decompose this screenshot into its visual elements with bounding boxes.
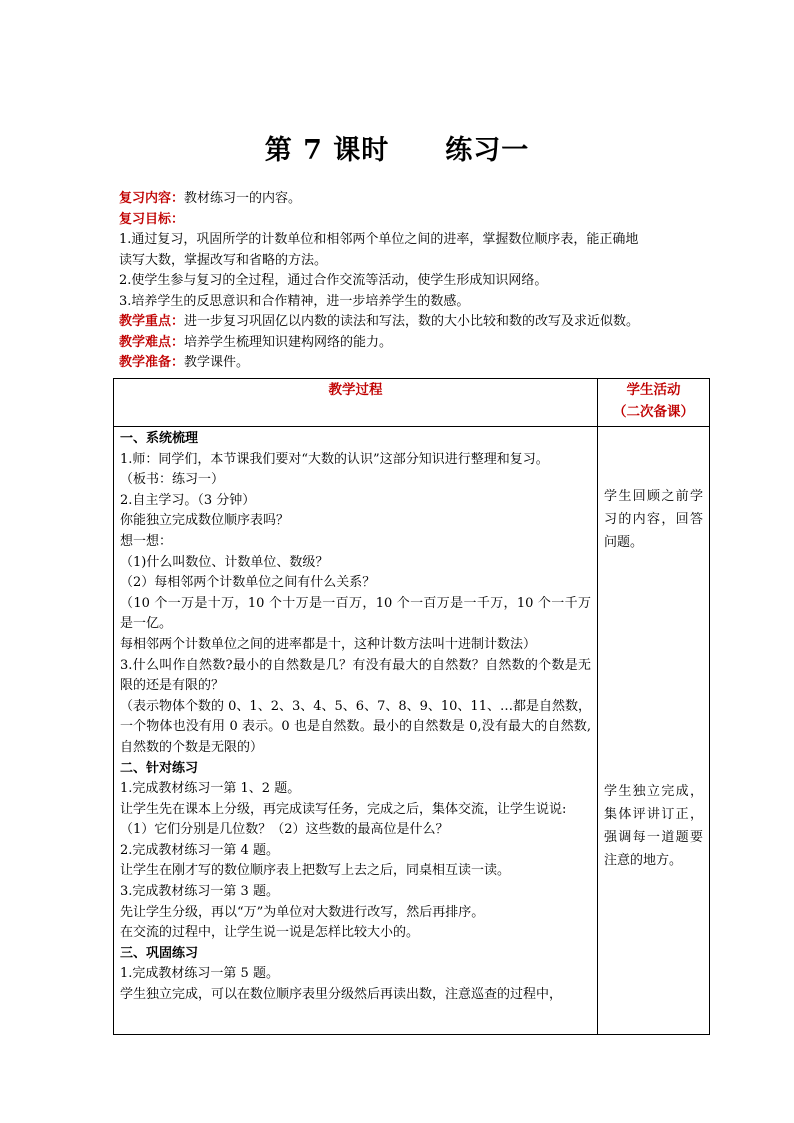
difficulty-text: 培养学生梳理知识建构网络的能力。 — [184, 334, 393, 350]
student-activity-cell — [598, 427, 710, 1035]
goal-line: 2.使学生参与复习的全过程，通过合作交流等活动，使学生形成知识网络。 — [119, 273, 548, 288]
review-goals-line — [119, 210, 689, 231]
review-goals-label: 复习目标： — [119, 211, 185, 227]
table-header-row — [114, 379, 710, 427]
process-paragraph: 你能独立完成数位顺序表吗？ — [120, 513, 290, 529]
process-paragraph: 学生独立完成，可以在数位顺序表里分级然后再读出数，注意巡查的过程中， — [120, 987, 563, 1003]
table-body-row — [114, 427, 710, 1035]
header-student-activity-title: 学生活动 — [626, 382, 681, 398]
key-point-text: 进一步复习巩固亿以内数的读法和写法，数的大小比较和数的改写及求近似数。 — [184, 314, 640, 329]
process-paragraph: 让学生在刚才写的数位顺序表上把数写上去之后，同桌相互读一读。 — [120, 863, 511, 879]
section-heading: 二、针对练习 — [120, 760, 199, 776]
process-paragraph: 先让学生分级，再以“万”为单位对大数进行改写，然后再排序。 — [120, 904, 485, 920]
preparation-text: 教学课件。 — [184, 355, 250, 370]
header-teaching-process: 教学过程 — [114, 379, 598, 427]
process-paragraph: 让学生先在课本上分级，再完成读写任务，完成之后，集体交流，让学生说说: — [120, 801, 567, 817]
process-paragraph: 3.完成教材练习一第 3 题。 — [120, 884, 279, 900]
difficulty-label: 教学难点： — [119, 334, 185, 350]
process-paragraph: （1)什么叫数位、计数单位、数级？ — [120, 554, 329, 570]
process-paragraph: 1.师：同学们，本节课我们要对“大数的认识”这部分知识进行整理和复习。 — [120, 451, 549, 467]
section-heading: 一、系统梳理 — [120, 431, 199, 446]
review-content-label: 复习内容： — [119, 191, 185, 206]
process-paragraph: 在交流的过程中，让学生说一说是怎样比较大小的。 — [120, 925, 420, 941]
process-paragraph: 2.完成教材练习一第 4 题。 — [120, 842, 279, 858]
process-paragraph: 1.完成教材练习一第 5 题。 — [120, 966, 279, 982]
teaching-process-content — [114, 427, 597, 1034]
review-content-text: 教材练习一的内容。 — [184, 191, 302, 206]
process-paragraph: 3.什么叫作自然数?最小的自然数是几？有没有最大的自然数？自然数的个数是无限的还是有限的？ — [120, 657, 591, 694]
section-heading: 三、巩固练习 — [120, 945, 199, 961]
lesson-table — [113, 378, 710, 1035]
lesson-intro — [119, 189, 689, 374]
process-paragraph: 想一想： — [120, 533, 173, 549]
goal-line: 1.通过复习，巩固所学的计数单位和相邻两个单位之间的进率，掌握数位顺序表，能正确地 — [119, 232, 639, 247]
activity-note: 学生回顾之前学习的内容，回答问题。 — [604, 489, 703, 550]
key-point-label: 教学重点： — [119, 314, 185, 329]
process-paragraph: 1.完成教材练习一第 1、2 题。 — [120, 781, 301, 797]
process-paragraph: （表示物体个数的 0、1、2、3、4、5、6、7、8、9、10、11、…都是自然数，一个物体也没有用 0 表示。0 也是自然数。最小的自然数是 0,没有最大的自然数,自然数的个数是无限的） — [120, 698, 591, 755]
process-paragraph: （1）它们分别是几位数？（2）这些数的最高位是什么？ — [120, 822, 449, 838]
page-title — [0, 128, 794, 167]
header-student-activity — [598, 379, 710, 427]
process-paragraph: 2.自主学习。（3 分钟） — [120, 492, 256, 508]
key-point-line — [119, 312, 689, 333]
process-paragraph: （10 个一万是十万，10 个十万是一百万，10 个一百万是一千万，10 个一千万是一亿。 — [120, 595, 591, 632]
process-paragraph: （板书：练习一） — [120, 472, 225, 488]
process-paragraph: （2）每相邻两个计数单位之间有什么关系？ — [120, 575, 376, 591]
goal-line: 读写大数，掌握改写和省略的方法。 — [119, 252, 328, 268]
difficulty-line — [119, 333, 689, 354]
activity-note: 学生独立完成，集体评讲订正，强调每一道题要注意的地方。 — [604, 784, 703, 868]
review-content-line — [119, 189, 689, 210]
header-second-prep: （二次备课） — [613, 404, 694, 420]
preparation-label: 教学准备： — [119, 355, 185, 370]
preparation-line — [119, 353, 689, 374]
process-paragraph: 每相邻两个计数单位之间的进率都是十，这种计数方法叫十进制计数法） — [120, 636, 537, 652]
title-topic: 练习一 — [445, 135, 530, 166]
teaching-process-cell — [114, 427, 598, 1035]
goal-line: 3.培养学生的反思意识和合作精神，进一步培养学生的数感。 — [119, 293, 470, 309]
title-lesson: 第 7 课时 — [264, 135, 390, 166]
